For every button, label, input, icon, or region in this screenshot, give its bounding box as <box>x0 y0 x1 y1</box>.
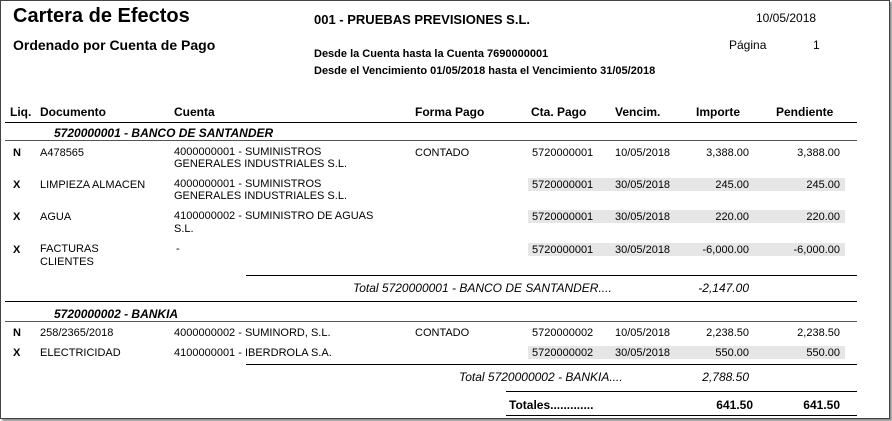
group-total-label: Total 5720000002 - BANKIA.... <box>459 370 623 384</box>
pending-cell: 245.00 <box>806 179 840 191</box>
grand-total-top-divider <box>506 391 857 392</box>
group-divider <box>5 321 857 322</box>
account-cell: 4100000001 - IBERDROLA S.A. <box>174 347 332 359</box>
payment-method-cell: CONTADO <box>415 327 470 339</box>
liq-status: N <box>13 327 21 339</box>
account-cell: - <box>176 243 180 255</box>
due-date-cell: 30/05/2018 <box>615 244 671 256</box>
grand-total-pendiente: 641.50 <box>803 398 840 412</box>
account-cell: 4000000001 - SUMINISTROS <box>174 178 322 190</box>
grand-total-importe: 641.50 <box>716 398 753 412</box>
pending-cell: -6,000.00 <box>793 244 840 256</box>
due-date-cell: 30/05/2018 <box>615 179 671 191</box>
pending-cell: 3,388.00 <box>797 147 840 159</box>
page-label: Página <box>729 38 767 52</box>
column-header-cuenta: Cuenta <box>174 105 215 119</box>
subtotal-divider <box>246 275 857 276</box>
column-header-liq: Liq. <box>10 105 32 119</box>
amount-cell: 220.00 <box>715 211 749 223</box>
due-date-cell: 30/05/2018 <box>615 211 671 223</box>
header-divider <box>5 122 857 123</box>
due-date-cell: 10/05/2018 <box>615 327 671 339</box>
amount-cell: -6,000.00 <box>702 244 749 256</box>
account-cell: 4000000001 - SUMINISTROS <box>174 146 322 158</box>
amount-cell: 550.00 <box>715 347 749 359</box>
account-cell-line2: GENERALES INDUSTRIALES S.L. <box>174 190 347 202</box>
document-cell-line2: CLIENTES <box>40 256 94 268</box>
report-title: Cartera de Efectos <box>13 5 190 27</box>
liq-status: X <box>13 244 21 256</box>
filter-account: Desde la Cuenta hasta la Cuenta 7690000001 <box>314 48 549 60</box>
amount-cell: 245.00 <box>715 179 749 191</box>
grand-total-label: Totales............. <box>509 398 594 412</box>
report-subtitle: Ordenado por Cuenta de Pago <box>13 37 216 53</box>
payment-account-cell: 5720000001 <box>532 211 594 223</box>
group-header: 5720000002 - BANKIA <box>54 307 179 321</box>
pending-cell: 550.00 <box>806 347 840 359</box>
column-header-pendiente: Pendiente <box>776 105 834 119</box>
account-cell: 4100000002 - SUMINISTRO DE AGUAS <box>174 210 374 222</box>
payment-account-cell: 5720000001 <box>532 179 594 191</box>
filter-due-date: Desde el Vencimiento 01/05/2018 hasta el Vencimiento 31/05/2018 <box>314 65 656 77</box>
liq-status: N <box>13 147 21 159</box>
group-header: 5720000001 - BANCO DE SANTANDER <box>54 126 274 140</box>
pending-cell: 2,238.50 <box>797 327 840 339</box>
document-cell: LIMPIEZA ALMACEN <box>40 179 146 191</box>
amount-cell: 3,388.00 <box>706 147 749 159</box>
column-header-importe: Importe <box>696 105 741 119</box>
group-divider <box>5 140 857 141</box>
column-header-forma-pago: Forma Pago <box>415 105 485 119</box>
payment-account-cell: 5720000002 <box>532 327 594 339</box>
document-cell: FACTURAS <box>40 243 99 255</box>
due-date-cell: 30/05/2018 <box>615 347 671 359</box>
group-total-label: Total 5720000001 - BANCO DE SANTANDER.... <box>353 281 612 295</box>
liq-status: X <box>13 179 21 191</box>
liq-status: X <box>13 347 21 359</box>
account-cell-line2: S.L. <box>174 223 194 235</box>
payment-method-cell: CONTADO <box>415 147 470 159</box>
grand-total-bottom-divider <box>506 415 857 416</box>
due-date-cell: 10/05/2018 <box>615 147 671 159</box>
amount-cell: 2,238.50 <box>706 327 749 339</box>
document-cell: A478565 <box>40 147 85 159</box>
subtotal-divider <box>246 364 857 365</box>
group-total-value: 2,788.50 <box>702 370 749 384</box>
column-header-vencim: Vencim. <box>615 105 661 119</box>
payment-account-cell: 5720000001 <box>532 244 594 256</box>
pending-cell: 220.00 <box>806 211 840 223</box>
company-name: 001 - PRUEBAS PREVISIONES S.L. <box>314 12 531 27</box>
column-header-documento: Documento <box>40 105 106 119</box>
payment-account-cell: 5720000002 <box>532 347 594 359</box>
column-header-cta-pago: Cta. Pago <box>531 105 587 119</box>
document-cell: 258/2365/2018 <box>40 327 114 339</box>
report-date: 10/05/2018 <box>756 11 817 25</box>
payment-account-cell: 5720000001 <box>532 147 594 159</box>
liq-status: X <box>13 211 21 223</box>
document-cell: ELECTRICIDAD <box>40 347 121 359</box>
document-cell: AGUA <box>40 211 72 223</box>
page-number: 1 <box>813 38 820 52</box>
account-cell: 4000000002 - SUMINORD, S.L. <box>174 327 331 339</box>
group-separator <box>5 301 857 302</box>
account-cell-line2: GENERALES INDUSTRIALES S.L. <box>174 158 347 170</box>
group-total-value: -2,147.00 <box>698 281 749 295</box>
